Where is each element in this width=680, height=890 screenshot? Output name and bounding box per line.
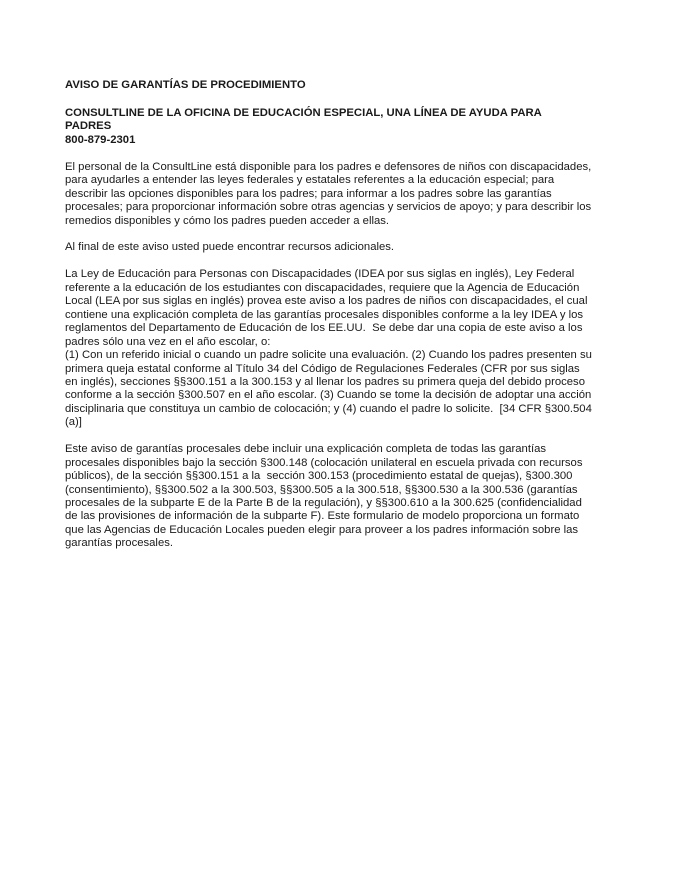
paragraph-line: garantías procesales. — [65, 537, 174, 550]
consultline-phone: 800-879-2301 — [65, 133, 136, 146]
paragraph-line: procesales disponibles bajo la sección §300.148 (colocación unilateral en escuela privada con recursos — [65, 456, 583, 469]
paragraph-line: procesales de la subparte E de la Parte B de la regulación), y §§300.610 a la 300.625 (confidencialidad — [65, 497, 582, 510]
paragraph-line: La Ley de Educación para Personas con Discapacidades (IDEA por sus siglas en inglés), Ley Federal — [65, 268, 575, 281]
paragraph-line: (consentimiento), §§300.502 a la 300.503, §§300.505 a la 300.518, §§300.530 a la 300.536 (garantías — [65, 483, 578, 496]
paragraph-line: procesales; para proporcionar información sobre otras agencias y servicios de apoyo; y para describir los — [65, 201, 592, 214]
document-page — [65, 79, 645, 551]
paragraph-line: Local (LEA por sus siglas en inglés) provea este aviso a los padres de niños con discapacidades, el cual — [65, 295, 588, 308]
consultline-section — [65, 107, 645, 147]
paragraph-line: conforme a la sección §300.507 en el año escolar. (3) Cuando se tome la decisión de adoptar una acción — [65, 389, 592, 402]
paragraph-line: Este aviso de garantías procesales debe incluir una explicación completa de todas las garantías — [65, 443, 547, 456]
paragraph-line: disciplinaria que constituya un cambio de colocación; y (4) cuando el padre lo solicite. [34 CFR §300.504 — [65, 402, 592, 415]
spacer — [65, 92, 645, 107]
paragraph-idea-law — [65, 268, 645, 429]
paragraph-consultline-description — [65, 161, 645, 228]
spacer — [65, 430, 645, 443]
consultline-heading-line-2: PADRES — [65, 120, 112, 133]
document-title: AVISO DE GARANTÍAS DE PROCEDIMIENTO — [65, 79, 306, 91]
spacer — [65, 255, 645, 268]
paragraph-line: referente a la educación de los estudiantes con discapacidades, requiere que la Agencia de Educación — [65, 281, 580, 294]
paragraph-safeguards-explanation — [65, 443, 645, 551]
consultline-heading-line-1: CONSULTLINE DE LA OFICINA DE EDUCACIÓN ESPECIAL, UNA LÍNEA DE AYUDA PARA — [65, 106, 542, 119]
paragraph-line: públicos), de la sección §§300.151 a la sección 300.153 (procedimiento estatal de quejas), §300.300 — [65, 470, 573, 483]
paragraph-line: El personal de la ConsultLine está disponible para los padres e defensores de niños con discapacidades, — [65, 160, 592, 173]
paragraph-line: para ayudarles a entender las leyes federales y estatales referentes a la educación especial; para — [65, 174, 555, 187]
paragraph-line: (a)] — [65, 416, 82, 429]
paragraph-additional-resources — [65, 241, 645, 254]
paragraph-line: de las provisiones de información de la subparte F). Este formulario de modelo proporciona un formato — [65, 510, 580, 523]
paragraph-line: (1) Con un referido inicial o cuando un padre solicite una evaluación. (2) Cuando los padres presenten su — [65, 349, 592, 362]
paragraph-line: padres sólo una vez en el año escolar, o: — [65, 335, 271, 348]
paragraph-line: contiene una explicación completa de las garantías procesales disponibles conforme a la ley IDEA y los — [65, 308, 584, 321]
paragraph-line: que las Agencias de Educación Locales pueden elegir para proveer a los padres información sobre las — [65, 523, 579, 536]
paragraph-line: describir las opciones disponibles para los padres; para informar a los padres sobre las garantías — [65, 187, 552, 200]
spacer — [65, 228, 645, 241]
paragraph-line: Al final de este aviso usted puede encontrar recursos adicionales. — [65, 241, 395, 254]
paragraph-line: en inglés), secciones §§300.151 a la 300.153 y al llenar los padres su primera queja del debido proceso — [65, 375, 585, 388]
spacer — [65, 147, 645, 160]
paragraph-line: primera queja estatal conforme al Título 34 del Código de Regulaciones Federales (CFR por sus siglas — [65, 362, 580, 375]
paragraph-line: remedios disponibles y cómo los padres pueden acceder a ellas. — [65, 214, 390, 227]
paragraph-line: reglamentos del Departamento de Educación de los EE.UU. Se debe dar una copia de este aviso a los — [65, 322, 583, 335]
